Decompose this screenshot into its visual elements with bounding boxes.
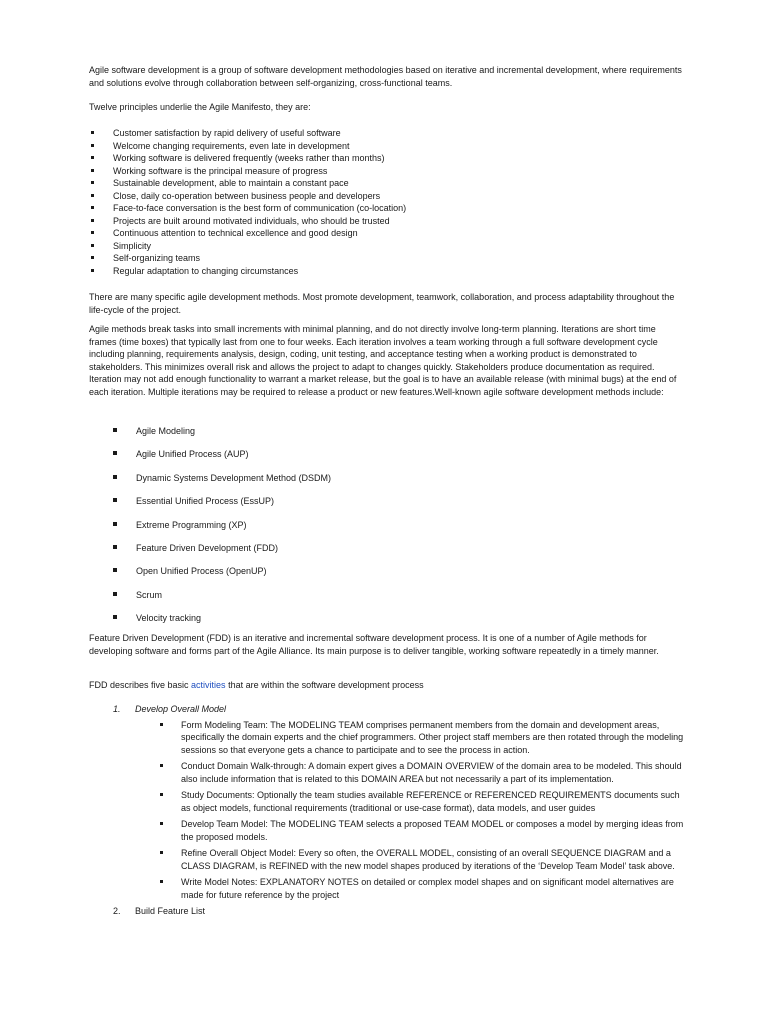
list-item: Working software is delivered frequently (weeks rather than months): [89, 152, 684, 165]
list-item: Close, daily co-operation between business people and developers: [89, 190, 684, 203]
list-item: Velocity tracking: [89, 612, 684, 635]
activity-title: Develop Overall Model: [135, 704, 227, 714]
activity-heading: [89, 703, 684, 716]
list-item: Scrum: [89, 589, 684, 612]
fdd-paragraph: Feature Driven Development (FDD) is an iterative and incremental software development process. It is one of a number of Agile methods for developing software and forms part of the Agile Alliance. Its main purpose is to deliver tangible, working software repeatedly in a timely manner.: [89, 633, 659, 656]
fdd-description: [89, 679, 684, 692]
activity-title: Build Feature List: [135, 906, 206, 916]
principles-list: [89, 127, 684, 277]
list-item: Welcome changing requirements, even late in development: [89, 140, 684, 153]
list-item: Dynamic Systems Development Method (DSDM): [89, 472, 684, 495]
list-item: Form Modeling Team: The MODELING TEAM comprises permanent members from the domain and development areas, specifically the domain experts and the chief programmers. Other project staff members are then rotated through the modeling sessions so that everyone gets a chance to participate and to see the process in action.: [89, 719, 684, 757]
intro-paragraph: Agile software development is a group of software development methodologies based on iterative and incremental development, where requirements and solutions evolve through collaboration between self-organizing, cross-functional teams.: [89, 65, 682, 88]
list-item: Agile Modeling: [89, 425, 684, 448]
activity-heading: [89, 905, 684, 918]
fdd-desc-before: FDD describes five basic: [89, 680, 192, 690]
list-item: Simplicity: [89, 240, 684, 253]
list-item: Face-to-face conversation is the best form of communication (co-location): [89, 202, 684, 215]
list-item: Sustainable development, able to maintain a constant pace: [89, 177, 684, 190]
list-item: Essential Unified Process (EssUP): [89, 495, 684, 518]
list-item: Write Model Notes: EXPLANATORY NOTES on detailed or complex model shapes and on significant model alternatives are made for future reference by the project: [89, 876, 684, 901]
list-item: Study Documents: Optionally the team studies available REFERENCE or REFERENCED REQUIREMENTS documents such as object models, functional requirements (traditional or use-case format), data models, and user guides: [89, 789, 684, 814]
list-item: Projects are built around motivated individuals, who should be trusted: [89, 215, 684, 228]
list-item: Working software is the principal measure of progress: [89, 165, 684, 178]
activities-list: [89, 703, 684, 918]
list-item: Feature Driven Development (FDD): [89, 542, 684, 565]
list-item: Develop Team Model: The MODELING TEAM selects a proposed TEAM MODEL or composes a model by merging ideas from the proposed models.: [89, 818, 684, 843]
list-item: Self-organizing teams: [89, 252, 684, 265]
methods-list: [89, 425, 684, 636]
fdd-desc-after: that are within the software development process: [225, 680, 424, 690]
activities-link[interactable]: activities: [191, 680, 226, 690]
activity-number: 2.: [113, 906, 121, 916]
list-item: Regular adaptation to changing circumstances: [89, 265, 684, 278]
list-item: Customer satisfaction by rapid delivery of useful software: [89, 127, 684, 140]
activity-subtasks: [89, 719, 684, 902]
activity-number: 1.: [113, 704, 121, 714]
list-item: Conduct Domain Walk-through: A domain expert gives a DOMAIN OVERVIEW of the domain area to be modeled. This should also include information that is related to this DOMAIN AREA but not necessarily a part of its implementation.: [89, 760, 684, 785]
list-item: Open Unified Process (OpenUP): [89, 565, 684, 588]
list-item: Extreme Programming (XP): [89, 519, 684, 542]
list-item: Continuous attention to technical excellence and good design: [89, 227, 684, 240]
list-item: Refine Overall Object Model: Every so often, the OVERALL MODEL, consisting of an overall SEQUENCE DIAGRAM and a CLASS DIAGRAM, is REFINED with the new model shapes produced by iterations of the ‘Develop Team Model’ task above.: [89, 847, 684, 872]
principles-intro: Twelve principles underlie the Agile Manifesto, they are:: [89, 102, 311, 112]
methods-paragraph: There are many specific agile development methods. Most promote development, teamwork, collaboration, and process adaptability throughout the life-cycle of the project.: [89, 292, 675, 315]
list-item: Agile Unified Process (AUP): [89, 448, 684, 471]
iterations-paragraph: Agile methods break tasks into small increments with minimal planning, and do not directly involve long-term planning. Iterations are short time frames (time boxes) that typically last from one to four weeks. Each iteration involves a team working through a full software development cycle including planning, requirements analysis, design, coding, unit testing, and acceptance testing when a working product is demonstrated to stakeholders. This minimizes overall risk and allows the project to adapt to changes quickly. Stakeholders produce documentation as required. Iteration may not add enough functionality to warrant a market release, but the goal is to have an available release (with minimal bugs) at the end of each iteration. Multiple iterations may be required to release a product or new features.Well-known agile software development methods include:: [89, 324, 677, 397]
